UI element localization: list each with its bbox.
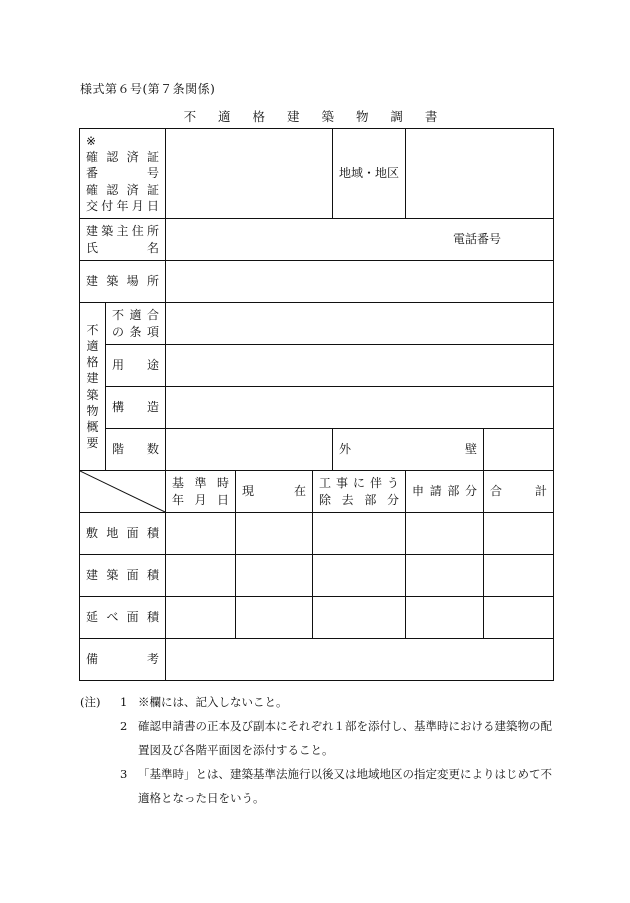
notes-prefix: (注) (80, 695, 101, 709)
remarks-label-cell (80, 639, 166, 681)
site-area-applied-field[interactable] (406, 513, 484, 555)
building-area-removal-field[interactable] (313, 555, 406, 597)
building-area-label-cell (80, 555, 166, 597)
diagonal-line (80, 471, 165, 512)
removal-header (313, 471, 406, 513)
owner-label-cell (80, 219, 166, 261)
nonconformity-clause-label: の条項 (112, 324, 160, 339)
note-item (80, 762, 560, 786)
use-field[interactable] (166, 345, 554, 387)
floors-label-cell (106, 429, 166, 471)
use-label-cell (106, 345, 166, 387)
base-date-header-line: 基準時 (172, 476, 230, 491)
removal-header-line: 除去部分 (319, 492, 400, 507)
remarks-label: 備考 (86, 652, 160, 667)
cert-number-label: 番号 (86, 166, 160, 181)
note-number: 2 (120, 719, 128, 733)
overview-char: 格 (86, 355, 99, 370)
exterior-wall-label: 外壁 (339, 442, 478, 457)
note-number: 3 (120, 767, 128, 781)
site-area-label-cell (80, 513, 166, 555)
structure-label: 構造 (112, 400, 160, 415)
overview-char: 概 (86, 419, 99, 434)
asterisk-mark: ※ (86, 134, 97, 149)
note-continuation: 置図及び各階平面図を添付すること。 (138, 743, 334, 757)
document-title: 不 適 格 建 築 物 調 書 (183, 109, 447, 124)
owner-address-label: 建築主住所 (86, 224, 160, 239)
form-number: 様式第６号(第７条関係) (80, 82, 216, 96)
overview-char: 築 (86, 387, 99, 402)
notes-section (80, 690, 560, 810)
site-label: 建築場所 (86, 274, 160, 289)
floors-label: 階数 (112, 442, 160, 457)
site-area-label: 敷地面積 (86, 526, 160, 541)
current-header-label: 現在 (242, 484, 307, 499)
note-text: 確認申請書の正本及び副本にそれぞれ１部を添付し、基準時における建築物の配 (138, 719, 552, 733)
site-area-total-field[interactable] (484, 513, 554, 555)
site-area-current-field[interactable] (236, 513, 313, 555)
remarks-field[interactable] (166, 639, 554, 681)
note-item (80, 690, 560, 714)
applied-header-label: 申請部分 (412, 484, 478, 499)
survey-form-table (79, 128, 554, 681)
building-area-base-field[interactable] (166, 555, 236, 597)
note-text: 「基準時」とは、建築基準法施行以後又は地域地区の指定変更によりはじめて不 (138, 767, 552, 781)
floor-area-base-field[interactable] (166, 597, 236, 639)
total-header (484, 471, 554, 513)
district-field[interactable] (406, 129, 554, 219)
phone-label: 電話番号 (453, 232, 502, 247)
overview-char: 不 (86, 322, 99, 337)
exterior-wall-field[interactable] (484, 429, 554, 471)
floor-area-total-field[interactable] (484, 597, 554, 639)
cert-number-label-cell (80, 129, 166, 219)
floor-area-removal-field[interactable] (313, 597, 406, 639)
current-header (236, 471, 313, 513)
removal-header-line: 工事に伴う (319, 476, 400, 491)
use-label: 用途 (112, 358, 160, 373)
cert-label-line: 確認済証 (86, 150, 160, 165)
site-field[interactable] (166, 261, 554, 303)
nonconformity-label-line: 不適合 (112, 308, 160, 323)
note-item (80, 714, 560, 738)
note-continuation: 適格となった日をいう。 (138, 791, 265, 805)
floors-field[interactable] (166, 429, 333, 471)
building-area-applied-field[interactable] (406, 555, 484, 597)
base-date-header-line: 年月日 (172, 492, 230, 507)
overview-char: 物 (86, 403, 99, 418)
floor-area-applied-field[interactable] (406, 597, 484, 639)
site-area-base-field[interactable] (166, 513, 236, 555)
total-header-label: 合計 (490, 484, 548, 499)
nonconformity-label-cell (106, 303, 166, 345)
building-area-total-field[interactable] (484, 555, 554, 597)
owner-name-label: 氏名 (86, 240, 160, 255)
site-label-cell (80, 261, 166, 303)
structure-label-cell (106, 387, 166, 429)
cert-label-line: 確認済証 (86, 182, 160, 197)
overview-char: 適 (86, 338, 99, 353)
nonconformity-field[interactable] (166, 303, 554, 345)
overview-group-label (80, 303, 106, 471)
cert-number-field[interactable] (166, 129, 333, 219)
floor-area-current-field[interactable] (236, 597, 313, 639)
exterior-wall-label-cell (333, 429, 484, 471)
applied-header (406, 471, 484, 513)
overview-char: 要 (86, 436, 99, 451)
building-area-current-field[interactable] (236, 555, 313, 597)
structure-field[interactable] (166, 387, 554, 429)
diagonal-header-cell (80, 471, 166, 513)
floor-area-label-cell (80, 597, 166, 639)
note-number: 1 (120, 695, 128, 709)
base-date-header (166, 471, 236, 513)
floor-area-label: 延べ面積 (86, 610, 160, 625)
cert-issue-date-label: 交付年月日 (86, 198, 160, 213)
overview-char: 建 (86, 371, 99, 386)
building-area-label: 建築面積 (86, 568, 160, 583)
district-label: 地域・地区 (333, 129, 406, 219)
owner-field[interactable] (166, 219, 554, 261)
note-text: ※欄には、記入しないこと。 (138, 695, 288, 709)
site-area-removal-field[interactable] (313, 513, 406, 555)
